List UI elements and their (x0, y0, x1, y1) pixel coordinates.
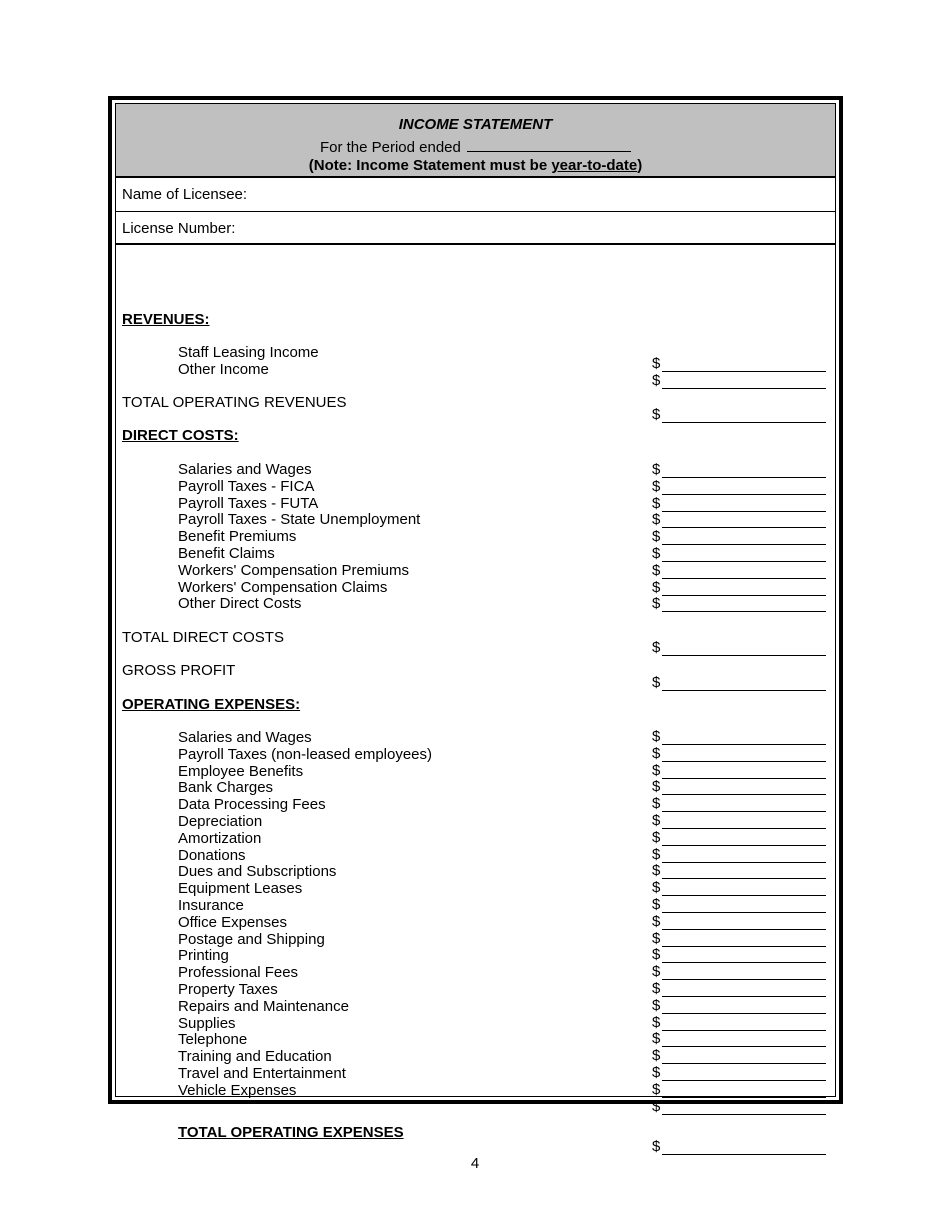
direct-cost-amount-field[interactable] (652, 545, 826, 562)
direct-cost-item-label: Other Direct Costs (178, 595, 302, 613)
licensee-name-label: Name of Licensee: (122, 186, 248, 203)
direct-cost-amount-field[interactable] (652, 495, 826, 512)
total-direct-costs-label: TOTAL DIRECT COSTS (122, 629, 284, 646)
direct-cost-amount-field[interactable] (652, 461, 826, 478)
operating-expense-item-label: Property Taxes (178, 981, 278, 998)
revenues-heading: REVENUES: (122, 311, 210, 328)
operating-expense-amount-field[interactable] (652, 997, 826, 1014)
operating-expense-amount-field[interactable] (652, 930, 826, 947)
dollar-sign: $ (652, 406, 661, 423)
operating-expense-amount-field[interactable] (652, 795, 826, 812)
direct-costs-heading: DIRECT COSTS: (122, 427, 239, 444)
form-header (116, 104, 835, 178)
operating-expense-amount-field[interactable] (652, 862, 826, 879)
operating-expense-amount-field[interactable] (652, 762, 826, 779)
dollar-sign: $ (652, 862, 661, 880)
dollar-sign: $ (652, 511, 661, 529)
dollar-sign: $ (652, 744, 661, 762)
dollar-sign: $ (652, 578, 661, 596)
revenue-item-label: Other Income (178, 360, 269, 378)
direct-cost-item-label: Benefit Premiums (178, 528, 297, 546)
license-number-label: License Number: (122, 220, 236, 237)
total-operating-revenues-label: TOTAL OPERATING REVENUES (122, 394, 347, 411)
revenue-amount-field[interactable] (652, 372, 826, 389)
dollar-sign: $ (652, 494, 661, 512)
operating-expense-item-label: Dues and Subscriptions (178, 863, 337, 881)
operating-expense-amount-field[interactable] (652, 1047, 826, 1064)
operating-expense-item-label: Printing (178, 947, 229, 965)
page-number: 4 (470, 1155, 480, 1172)
total-operating-expenses-label: TOTAL OPERATING EXPENSES (178, 1124, 404, 1141)
operating-expense-amount-field[interactable] (652, 745, 826, 762)
period-ended-field[interactable] (467, 139, 631, 152)
dollar-sign: $ (652, 371, 661, 389)
operating-expense-amount-field[interactable] (652, 946, 826, 963)
operating-expense-item-label: Repairs and Maintenance (178, 997, 349, 1015)
operating-expense-item-label: Equipment Leases (178, 880, 303, 898)
dollar-sign: $ (652, 674, 661, 691)
direct-cost-amount-field[interactable] (652, 511, 826, 528)
operating-expense-item-label: Salaries and Wages (178, 729, 312, 746)
operating-expense-item-label: Donations (178, 846, 246, 864)
dollar-sign: $ (652, 980, 661, 997)
dollar-sign: $ (652, 561, 661, 579)
operating-expense-item-label: Amortization (178, 829, 262, 847)
dollar-sign: $ (652, 461, 661, 478)
total-operating-revenues-field[interactable] (652, 406, 826, 423)
dollar-sign: $ (652, 1047, 661, 1065)
dollar-sign: $ (652, 946, 661, 964)
operating-expense-amount-field[interactable] (652, 778, 826, 795)
operating-expense-amount-field[interactable] (652, 980, 826, 997)
dollar-sign: $ (652, 795, 661, 813)
operating-expense-amount-field[interactable] (652, 1098, 826, 1115)
operating-expense-amount-field[interactable] (652, 963, 826, 980)
form-title: INCOME STATEMENT (398, 116, 553, 133)
income-statement-form (108, 96, 843, 1155)
operating-expense-amount-field[interactable] (652, 1030, 826, 1047)
operating-expense-amount-field[interactable] (652, 879, 826, 896)
direct-cost-amount-field[interactable] (652, 528, 826, 545)
dollar-sign: $ (652, 778, 661, 796)
revenue-item-label: Staff Leasing Income (178, 344, 319, 361)
amount-line (662, 422, 826, 423)
direct-cost-item-label: Payroll Taxes - State Unemployment (178, 511, 421, 529)
operating-expense-item-label: Postage and Shipping (178, 930, 325, 948)
amount-line (662, 1114, 826, 1115)
dollar-sign: $ (652, 528, 661, 546)
gross-profit-label: GROSS PROFIT (122, 662, 236, 679)
operating-expense-item-label: Depreciation (178, 813, 263, 830)
dollar-sign: $ (652, 355, 661, 372)
amount-line (662, 388, 826, 389)
dollar-sign: $ (652, 963, 661, 981)
operating-expense-item-label: Professional Fees (178, 964, 299, 982)
period-label: For the Period ended (319, 139, 461, 156)
direct-cost-item-label: Benefit Claims (178, 545, 275, 562)
operating-expense-amount-field[interactable] (652, 1081, 826, 1098)
operating-expense-amount-field[interactable] (652, 1014, 826, 1031)
dollar-sign: $ (652, 812, 661, 829)
operating-expense-amount-field[interactable] (652, 1064, 826, 1081)
direct-cost-item-label: Payroll Taxes - FICA (178, 477, 315, 495)
period-line (116, 139, 835, 156)
licensee-name-field[interactable] (116, 178, 835, 212)
amount-line (662, 690, 826, 691)
operating-expense-item-label: Employee Benefits (178, 762, 304, 780)
total-operating-expenses-field[interactable] (652, 1138, 826, 1155)
amount-line (662, 655, 826, 656)
dollar-sign: $ (652, 1138, 661, 1155)
direct-cost-amount-field[interactable] (652, 595, 826, 612)
dollar-sign: $ (652, 728, 661, 745)
dollar-sign: $ (652, 996, 661, 1014)
direct-cost-item-label: Workers' Compensation Claims (178, 578, 388, 596)
operating-expense-item-label: Bank Charges (178, 779, 274, 797)
operating-expense-item-label: Travel and Entertainment (178, 1065, 346, 1082)
operating-expense-amount-field[interactable] (652, 913, 826, 930)
note-suffix: ) (637, 157, 643, 174)
operating-expense-item-label: Insurance (178, 897, 244, 914)
total-direct-costs-field[interactable] (652, 639, 826, 656)
operating-expense-amount-field[interactable] (652, 846, 826, 863)
direct-cost-amount-field[interactable] (652, 579, 826, 596)
dollar-sign: $ (652, 1064, 661, 1081)
dollar-sign: $ (652, 1080, 661, 1098)
operating-expense-amount-field[interactable] (652, 896, 826, 913)
dollar-sign: $ (652, 896, 661, 913)
note-prefix: (Note: Income Statement must be (308, 157, 552, 174)
direct-cost-item-label: Payroll Taxes - FUTA (178, 494, 319, 512)
operating-expense-amount-field[interactable] (652, 829, 826, 846)
operating-expense-item-label: Supplies (178, 1014, 236, 1032)
operating-expense-item-label: Training and Education (178, 1048, 332, 1066)
revenue-amount-field[interactable] (652, 355, 826, 372)
direct-cost-amount-field[interactable] (652, 562, 826, 579)
dollar-sign: $ (652, 879, 661, 897)
direct-cost-item-label: Workers' Compensation Premiums (178, 561, 409, 579)
direct-cost-amount-field[interactable] (652, 478, 826, 495)
amount-line (662, 611, 826, 612)
direct-cost-item-label: Salaries and Wages (178, 461, 312, 478)
gross-profit-field[interactable] (652, 674, 826, 691)
dollar-sign: $ (652, 639, 661, 656)
dollar-sign: $ (652, 1013, 661, 1031)
operating-expense-item-label: Office Expenses (178, 913, 287, 931)
operating-expense-item-label: Payroll Taxes (non-leased employees) (178, 745, 433, 763)
dollar-sign: $ (652, 595, 661, 613)
dollar-sign: $ (652, 929, 661, 947)
dollar-sign: $ (652, 828, 661, 846)
dollar-sign: $ (652, 912, 661, 930)
operating-expense-item-label: Telephone (178, 1031, 248, 1049)
dollar-sign: $ (652, 1030, 661, 1048)
dollar-sign: $ (652, 1097, 661, 1115)
operating-expenses-heading: OPERATING EXPENSES: (122, 696, 301, 713)
year-to-date-note (116, 157, 835, 174)
dollar-sign: $ (652, 477, 661, 495)
dollar-sign: $ (652, 761, 661, 779)
note-year-to-date: year-to-date (551, 157, 638, 174)
form-body (115, 103, 836, 1155)
dollar-sign: $ (652, 845, 661, 863)
license-number-field[interactable] (116, 212, 835, 245)
operating-expense-item-label: Vehicle Expenses (178, 1081, 297, 1099)
operating-expense-amount-field[interactable] (652, 812, 826, 829)
dollar-sign: $ (652, 545, 661, 562)
operating-expense-item-label: Data Processing Fees (178, 796, 326, 814)
operating-expense-amount-field[interactable] (652, 728, 826, 745)
